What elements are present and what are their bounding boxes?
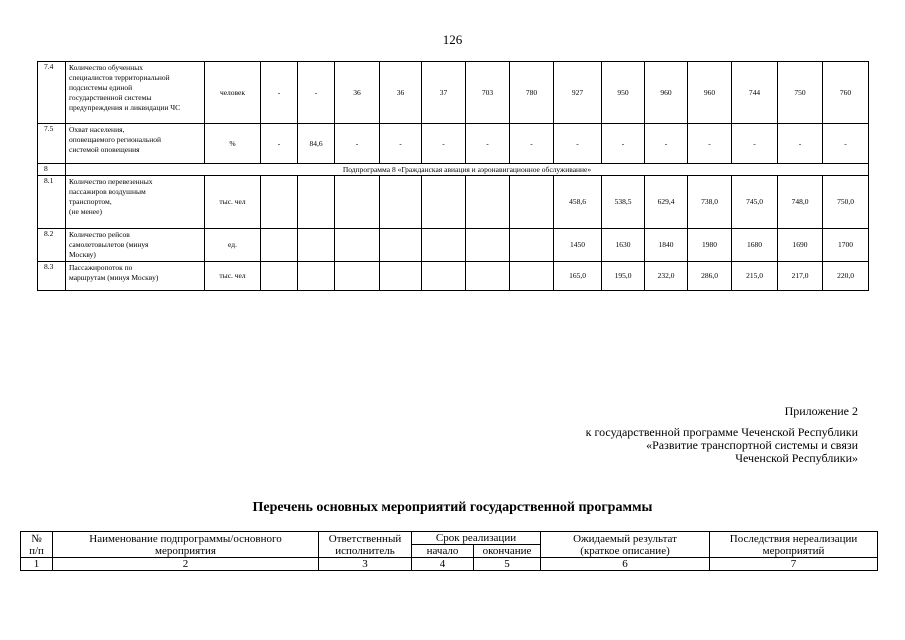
col-number-2: 2 [53,558,319,571]
indicator-value: 927 [554,62,602,124]
indicator-value: - [554,124,602,164]
indicator-value: 744 [732,62,778,124]
indicator-value: 1450 [554,229,602,262]
indicator-value [298,176,335,229]
indicator-value [335,262,380,291]
indicator-value [380,176,422,229]
indicator-value: - [602,124,645,164]
indicator-value: 748,0 [778,176,823,229]
appendix-caption [586,405,858,465]
col-number-7: 7 [710,558,878,571]
indicator-value [335,229,380,262]
indicator-value [335,176,380,229]
indicator-value: - [261,124,298,164]
indicators-table [37,61,869,291]
indicator-value: 215,0 [732,262,778,291]
indicator-value: 703 [466,62,510,124]
indicator-value: 165,0 [554,262,602,291]
table-row [38,164,869,176]
indicator-value [466,229,510,262]
row-number: 7.5 [38,124,66,164]
indicator-value: 960 [645,62,688,124]
header-result: Ожидаемый результат (краткое описание) [541,532,710,558]
indicator-value: - [732,124,778,164]
col-number-5: 5 [474,558,541,571]
indicator-value: - [422,124,466,164]
indicator-value: 960 [688,62,732,124]
indicator-value [510,262,554,291]
indicator-value: 36 [380,62,422,124]
indicator-value [261,229,298,262]
indicator-value: - [688,124,732,164]
indicator-value: 220,0 [823,262,869,291]
table-row [38,124,869,164]
indicator-value: 37 [422,62,466,124]
header-consequences: Последствия нереализации мероприятий [710,532,878,558]
indicator-name [66,262,205,291]
indicator-name-line: предупреждения и ликвидации ЧС [69,103,181,112]
header-num: № п/п [21,532,53,558]
header-executor: Ответственный исполнитель [319,532,412,558]
indicator-value: 1630 [602,229,645,262]
indicator-value: 1690 [778,229,823,262]
header-end: окончание [474,545,541,558]
row-number: 7.4 [38,62,66,124]
indicator-value: 232,0 [645,262,688,291]
indicator-value: 36 [335,62,380,124]
indicator-value [380,229,422,262]
indicator-value: 1700 [823,229,869,262]
indicator-name-line: транспортом, [69,197,112,206]
indicator-name-line: пассажиров воздушным [69,187,146,196]
indicator-value: - [298,62,335,124]
indicator-value: 195,0 [602,262,645,291]
indicator-value: - [823,124,869,164]
indicator-name [66,62,205,124]
indicator-unit: человек [205,62,261,124]
indicator-value: 84,6 [298,124,335,164]
appendix-program-line: к государственной программе Чеченской Республики [585,425,858,439]
indicator-value [510,229,554,262]
appendix-program-name-line1: «Развитие транспортной системы и связи [646,438,858,452]
indicator-value: - [335,124,380,164]
indicator-value: 745,0 [732,176,778,229]
indicator-name-line: Москву) [69,250,96,259]
header-start: начало [412,545,474,558]
table-row [38,176,869,229]
table-row [38,262,869,291]
indicator-value: 1840 [645,229,688,262]
indicator-name-line: государственной системы [69,93,152,102]
indicator-value [466,176,510,229]
indicator-value: 738,0 [688,176,732,229]
indicator-value [466,262,510,291]
indicator-unit: тыс. чел [205,176,261,229]
indicator-name [66,124,205,164]
col-number-3: 3 [319,558,412,571]
indicator-value: 286,0 [688,262,732,291]
table-row [38,229,869,262]
col-number-4: 4 [412,558,474,571]
indicator-value [298,262,335,291]
indicator-value: 760 [823,62,869,124]
header-name: Наименование подпрограммы/основного мероприятия [53,532,319,558]
appendix-label: Приложение 2 [784,404,858,418]
indicator-name [66,229,205,262]
indicator-value [298,229,335,262]
indicator-value [510,176,554,229]
indicator-value: - [380,124,422,164]
indicator-name-line: самолетовылетов (минуя [69,240,149,249]
indicator-value: - [466,124,510,164]
indicator-name-line: специалистов территориальной [69,73,170,82]
appendix-program-name-line2: Чеченской Республики» [735,451,858,465]
indicator-value: - [261,62,298,124]
indicator-value: 458,6 [554,176,602,229]
indicator-name-line: Охват населения, [69,125,125,134]
indicator-name [66,176,205,229]
indicator-value [261,176,298,229]
row-number: 8 [38,164,66,176]
indicator-value: 950 [602,62,645,124]
indicator-value: 538,5 [602,176,645,229]
section-title: Перечень основных мероприятий государственной программы [252,500,653,515]
indicator-value: 750,0 [823,176,869,229]
indicator-value [380,262,422,291]
indicator-name-line: Количество обученных [69,63,143,72]
indicator-name-line: Количество рейсов [69,230,130,239]
indicator-value: 1680 [732,229,778,262]
indicator-name-line: оповещаемого региональной [69,135,162,144]
indicator-name-line: (не менее) [69,207,102,216]
indicator-unit: % [205,124,261,164]
indicator-value: 1980 [688,229,732,262]
col-number-1: 1 [21,558,53,571]
indicator-name-line: системой оповещения [69,145,140,154]
row-number: 8.1 [38,176,66,229]
indicator-value: 750 [778,62,823,124]
row-number: 8.2 [38,229,66,262]
indicator-value: 217,0 [778,262,823,291]
indicator-unit: тыс. чел [205,262,261,291]
row-number: 8.3 [38,262,66,291]
indicator-value [422,262,466,291]
indicator-value: - [645,124,688,164]
indicator-value: 780 [510,62,554,124]
table-row [38,62,869,124]
indicator-unit: ед. [205,229,261,262]
indicator-value: 629,4 [645,176,688,229]
indicator-value [422,176,466,229]
indicator-name-line: Пассажиропоток по [69,263,133,272]
indicator-value: - [510,124,554,164]
page-number: 126 [442,32,463,47]
measures-table [20,531,878,571]
header-period: Срок реализации [412,532,541,545]
indicator-name-line: Количество перевезенных [69,177,153,186]
indicator-value [422,229,466,262]
indicator-value: - [778,124,823,164]
indicator-name-line: подсистемы единой [69,83,133,92]
col-number-6: 6 [541,558,710,571]
indicator-name-line: маршрутам (минуя Москву) [69,273,159,282]
subprogram-title: Подпрограмма 8 «Гражданская авиация и аэронавигационное обслуживание» [66,164,869,176]
indicator-value [261,262,298,291]
